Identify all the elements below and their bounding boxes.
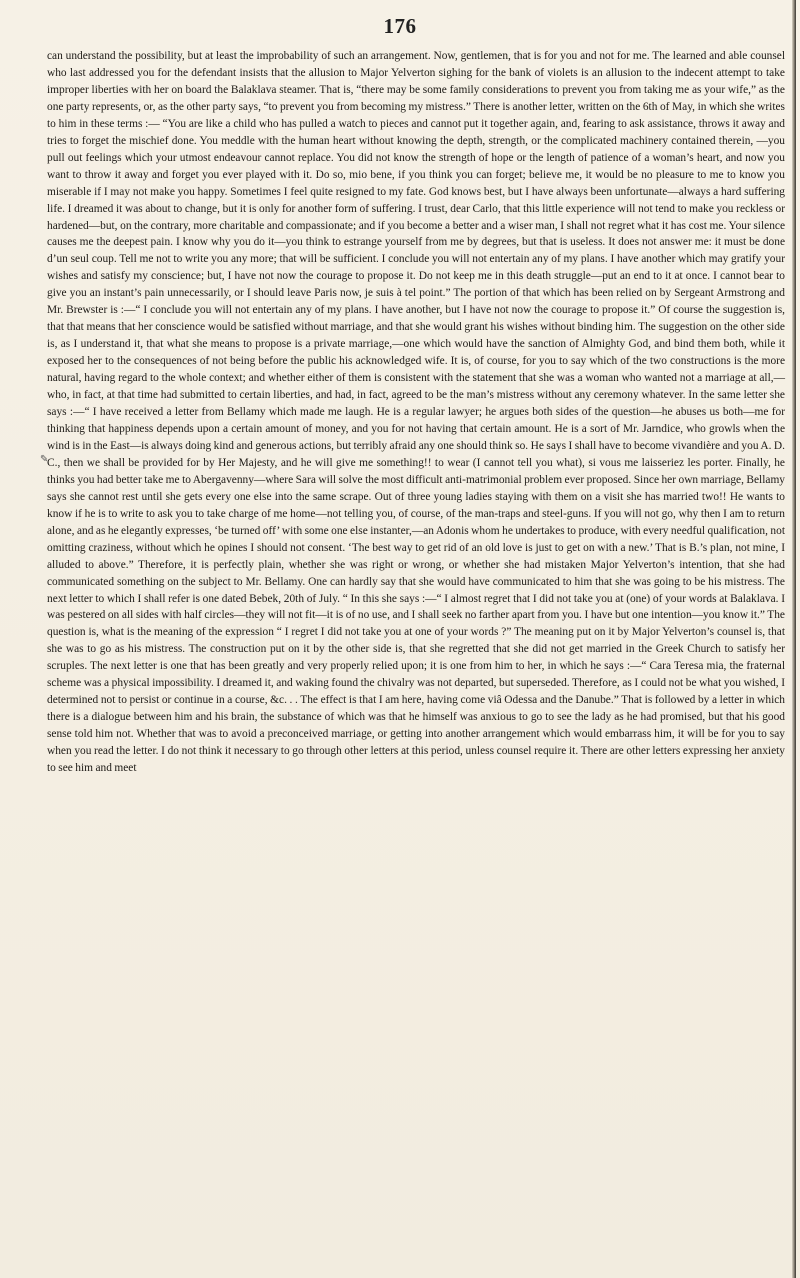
page-number: 176	[383, 14, 417, 38]
body-text-block	[47, 48, 785, 777]
margin-mark-icon: ✎	[40, 454, 49, 465]
page-edge-shadow	[792, 0, 796, 1278]
body-paragraph: can understand the possibility, but at least the improbability of such an arrangement. Now, gentlemen, that is for you and not for me. The learned and able counsel who last addressed you for the defendant insists that the allusion to Major Yelverton sighing for the bank of violets is an allusion to the indecent attempt to take improper liberties with her on board the Balaklava steamer. That is, “there may be some family considerations to prevent you from taking me as your wife,” as the one party represents, or, as the other party says, “to prevent you from becoming my mistress.” There is another letter, written on the 6th of May, in which she writes to him in these terms :— “You are like a child who has pulled a watch to pieces and cannot put it together again, and, fearing to ask assistance, throws it away and tries to forget the mischief done. You meddle with the human heart without knowing the depth, strength, or the complicated machinery contained therein, —you pull out feelings which your utmost endeavour cannot replace. You did not know the strength of hope or the length of patience of a woman’s heart, and now you want to throw it away and forget you ever played with it. Do so, mio bene, if you think you can forget; believe me, it would be no pleasure to me to know you miserable if I may not make you happy. Sometimes I feel quite resigned to my fate. God knows best, but I have always been unfortunate—always a hard suffering life. I dreamed it was about to change, but it is only for another form of suffering. I trust, dear Carlo, that this little experience will not tend to make you reckless or hardened—but, on the contrary, more charitable and compassionate; and if you become a better and a wiser man, I shall not regret what it has cost me. Your silence causes me the deepest pain. I know why you do it—you think to estrange yourself from me by degrees, but that is useless. It does not answer me: it must be done d’un seul coup. Tell me not to write you any more; that will be sufficient. I conclude you will not entertain any of my plans. I have another which may gratify your wishes and satisfy my conscience; but, I have not now the courage to propose it. Do not keep me in this death struggle—put an end to it at once. I cannot bear to give you an instant’s pain unnecessarily, or I should leave Paris now, je suis à tel point.” The portion of that which has been relied on by Sergeant Armstrong and Mr. Brewster is :—“ I conclude you will not entertain any of my plans. I have another, but I have not now the courage to propose it.” Of course the suggestion is, that that means that her conscience would be satisfied without marriage, and that she would grant his wishes without binding him. The suggestion on the other side is, as I understand it, that what she means to propose is a private marriage,—one which would have the sanction of Almighty God, and bind them both, while it exposed her to the consequences of not being before the public his acknowledged wife. It is, of course, for you to say which of the two constructions is the more natural, having regard to the whole context; and whether either of them is consistent with the statement that she was a woman who wanted not a marriage at all,—who, in fact, at that time had submitted to certain liberties, and had, in fact, agreed to be the man’s mistress without any ceremony whatever. In the same letter she says :—“ I have received a letter from Bellamy which made me laugh. He is a regular lawyer; he argues both sides of the question—he abuses us both—me for thinking that happiness depends upon a certain amount of money, and you for not having that certain amount. He is a sort of Mr. Jarndice, who growls when the wind is in the East—is always doing kind and generous actions, but terribly afraid any one should think so. He says I shall have to become vivandière and you A. D. C., then we shall be provided for by Her Majesty, and he will give me something!! to wear (I cannot tell you what), si vous me laisseriez les porter. Finally, he thinks you had better take me to Abergavenny—where Sara will solve the most difficult anti-matrimonial problem ever proposed. Since her own marriage, Bellamy says she cannot rest until she gets every one else into the same scrape. Out of three young ladies staying with them on a visit she has married two!! He wants to know if he is to write to ask you to take charge of me home—not telling you, of course, of the man-traps and steel-guns. If you will not go, why then I am to return alone, and as he elegantly expresses, ‘be turned off’ with some one else instanter,—an Adonis whom he undertakes to produce, with every needful qualification, not omitting craziness, without which he opines I should not consent. ‘The best way to get rid of an old love is just to get on with a new.’ That is B.’s plan, not mine, I alluded to above.” Therefore, it is perfectly plain, whether she was right or wrong, or whether she had mistaken Major Yelverton’s intention, that she had communicated something on the subject to Mr. Bellamy. One can hardly say that she would have communicated to him that she was going to be his mistress. The next letter to which I shall refer is one dated Bebek, 20th of July. “ In this she says :—“ I almost regret that I did not take you at (one) of your words at Balaklava. I was pestered on all sides with half circles—they will not fit—it is of no use, and I shall seek no farther apart from you. I have but one intention—you know it.” The question is, what is the meaning of the expression “ I regret I did not take you at one of your words ?” The meaning put on it by Major Yelverton’s counsel is, that she was to go as his mistress. The construction put on it by the other side is, that she regretted that she did not get married in the Greek Church to satisfy her scruples. The next letter is one that has been greatly and very properly relied upon; it is one from him to her, in which he says :—“ Cara Teresa mia, the fraternal scheme was a physical impossibility. I dreamed it, and waking found the chivalry was not departed, but superseded. Therefore, as I could not be what you wished, I determined not to persist or continue in a course, &c. . . The effect is that I am here, having come viâ Odessa and the Danube.” That is followed by a letter in which there is a dialogue between him and his brain, the substance of which was that he himself was anxious to go to see the lady as he had promised, but that his good sense told him not. Whether that was to avoid a preconceived marriage, or getting into another arrangement which would embarrass him, it will be for you to say when you read the letter. I do not think it necessary to go through other letters at this period, unless counsel require it. There are other letters expressing her anxiety to see him and meet	[47, 50, 785, 775]
